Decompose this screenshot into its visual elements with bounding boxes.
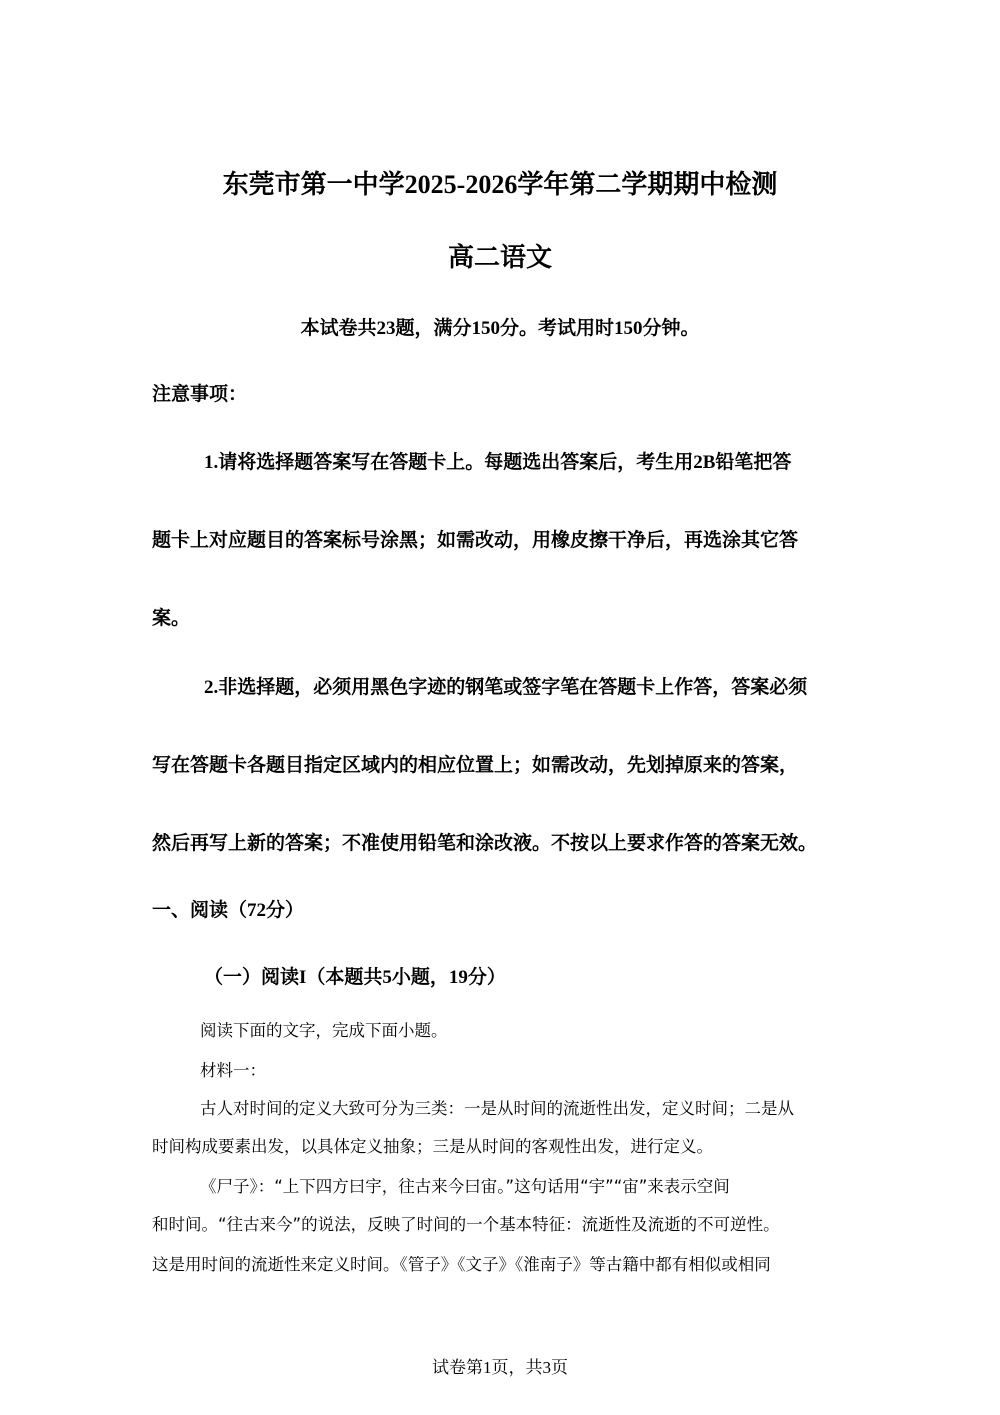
paragraph-2-line-3: 这是用时间的流逝性来定义时间。《管子》《文子》《淮南子》等古籍中都有相似或相同	[152, 1255, 771, 1274]
notice-item-1-line-3: 案。	[152, 608, 191, 629]
subject-title: 高二语文	[447, 243, 552, 272]
paragraph-1-line-1: 古人对时间的定义大致可分为三类：一是从时间的流逝性出发，定义时间；二是从	[200, 1099, 794, 1118]
notice-item-1-line-1: 1.请将选择题答案写在答题卡上。每题选出答案后，考生用2B铅笔把答	[204, 452, 792, 473]
paragraph-1-line-2: 时间构成要素出发，以具体定义抽象；三是从时间的客观性出发，进行定义。	[152, 1137, 713, 1156]
reading-instruction: 阅读下面的文字，完成下面小题。	[200, 1021, 448, 1040]
section-heading: 一、阅读（72分）	[152, 900, 305, 921]
notice-item-2-line-1: 2.非选择题，必须用黑色字迹的钢笔或签字笔在答题卡上作答，答案必须	[204, 677, 808, 698]
exam-info: 本试卷共23题，满分150分。考试用时150分钟。	[300, 318, 700, 339]
notice-item-2-line-2: 写在答题卡各题目指定区域内的相应位置上；如需改动，先划掉原来的答案，	[152, 755, 799, 776]
material-label: 材料一：	[200, 1061, 266, 1080]
page-footer: 试卷第1页，共3页	[432, 1358, 568, 1377]
notice-heading: 注意事项：	[152, 384, 248, 405]
exam-title: 东莞市第一中学2025-2026学年第二学期期中检测	[222, 170, 778, 199]
paragraph-2-line-1: 《尸子》：“上下四方曰宇，往古来今曰宙。”这句话用“宇”“宙”来表示空间	[200, 1177, 730, 1196]
notice-item-1-line-2: 题卡上对应题目的答案标号涂黑；如需改动，用橡皮擦干净后，再选涂其它答	[152, 530, 799, 551]
notice-item-2-line-3: 然后再写上新的答案；不准使用铅笔和涂改液。不按以上要求作答的答案无效。	[152, 833, 818, 854]
paragraph-2-line-2: 和时间。“往古来今”的说法，反映了时间的一个基本特征：流逝性及流逝的不可逆性。	[152, 1215, 780, 1234]
section-subheading: （一）阅读I（本题共5小题，19分）	[204, 967, 506, 988]
